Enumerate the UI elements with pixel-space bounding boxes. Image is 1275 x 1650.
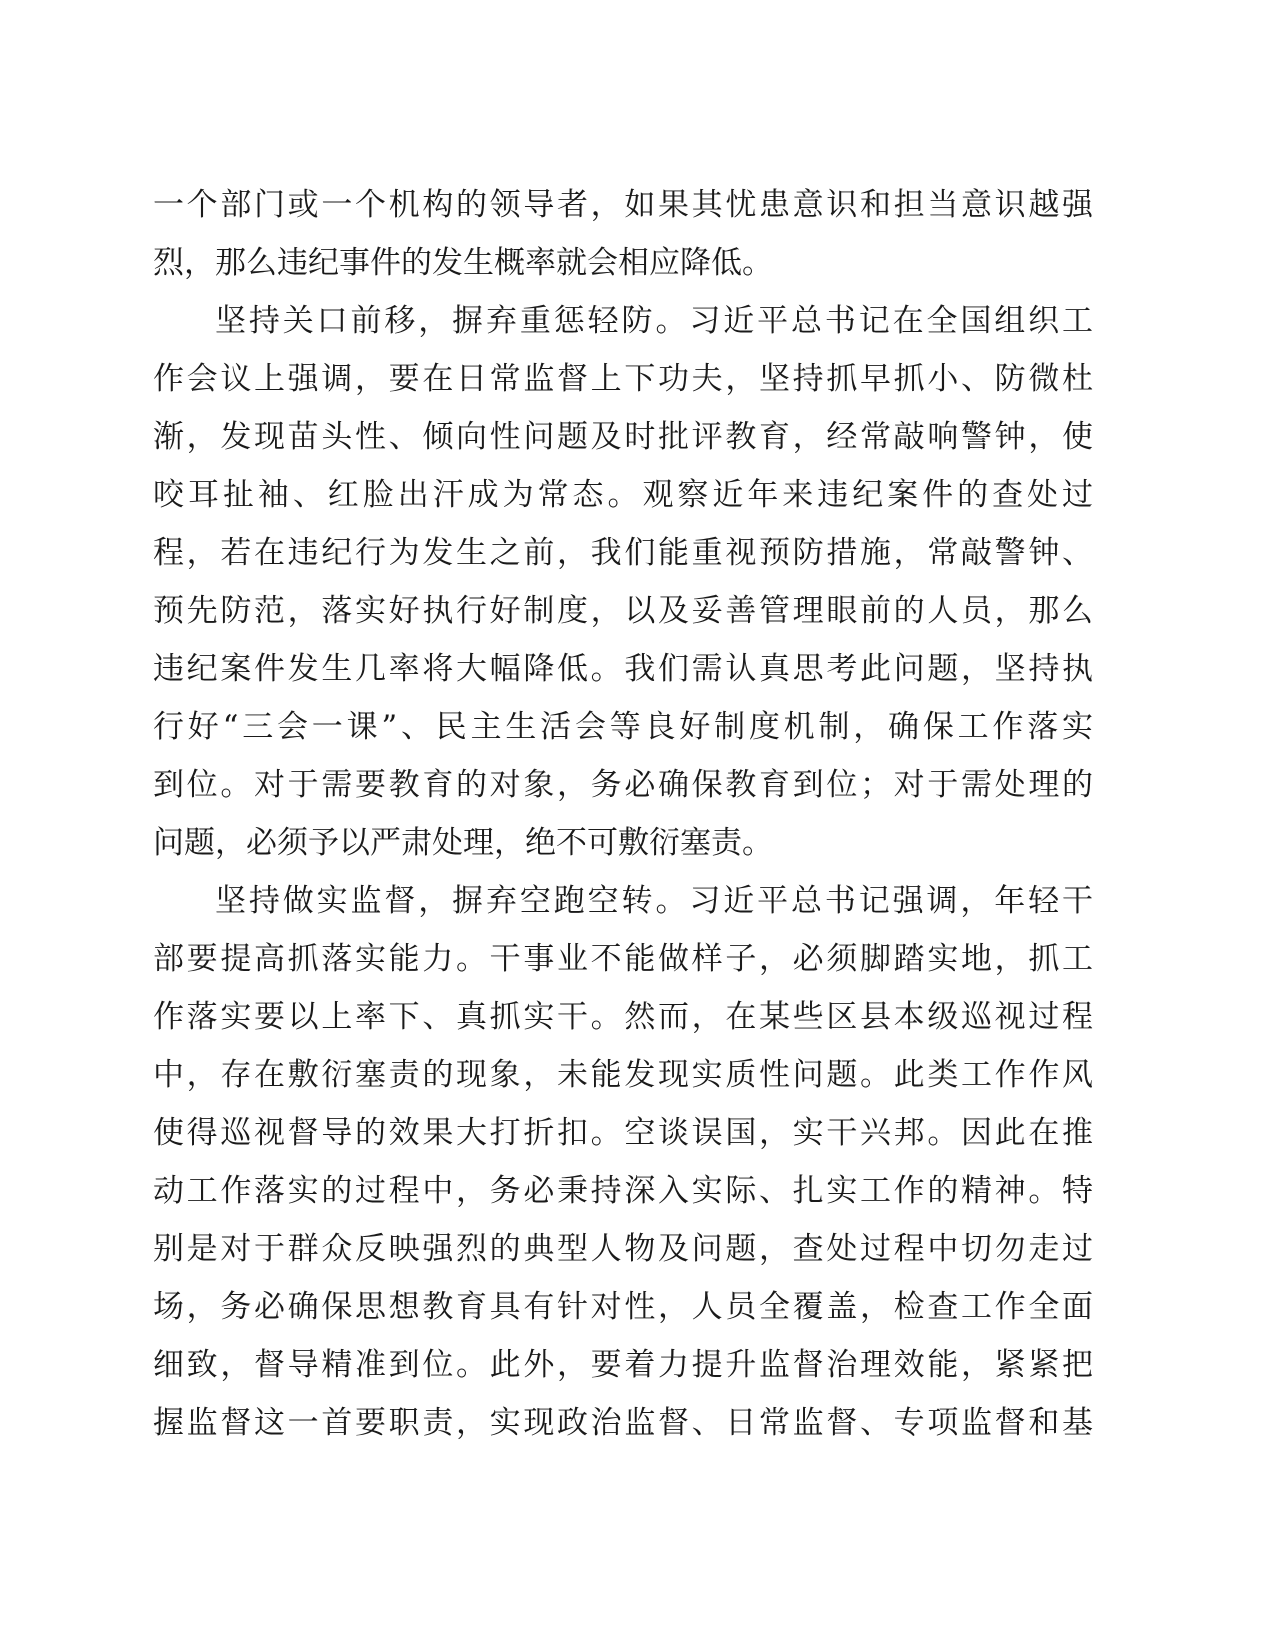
text-line: 别是对于群众反映强烈的典型人物及问题，查处过程中切勿走过: [153, 1231, 1093, 1267]
text-line: 使得巡视督导的效果大打折扣。空谈误国，实干兴邦。因此在推: [153, 1115, 1093, 1151]
body-text: [153, 176, 1093, 1452]
text-line: 烈，那么违纪事件的发生概率就会相应降低。: [153, 245, 773, 281]
paragraph-start-line: 坚持关口前移，摒弃重惩轻防。习近平总书记在全国组织工: [215, 303, 1093, 339]
text-line: 作会议上强调，要在日常监督上下功夫，坚持抓早抓小、防微杜: [153, 361, 1093, 397]
text-line: 中，存在敷衍塞责的现象，未能发现实质性问题。此类工作作风: [153, 1057, 1093, 1093]
text-line: 到位。对于需要教育的对象，务必确保教育到位；对于需处理的: [153, 767, 1093, 803]
text-line: 程，若在违纪行为发生之前，我们能重视预防措施，常敲警钟、: [153, 535, 1093, 571]
paragraph-start-line: 坚持做实监督，摒弃空跑空转。习近平总书记强调，年轻干: [215, 883, 1093, 919]
text-line: 预先防范，落实好执行好制度，以及妥善管理眼前的人员，那么: [153, 593, 1093, 629]
text-line: 动工作落实的过程中，务必秉持深入实际、扎实工作的精神。特: [153, 1173, 1093, 1209]
text-line: 作落实要以上率下、真抓实干。然而，在某些区县本级巡视过程: [153, 999, 1093, 1035]
text-line: 违纪案件发生几率将大幅降低。我们需认真思考此问题，坚持执: [153, 651, 1093, 687]
text-line: 场，务必确保思想教育具有针对性，人员全覆盖，检查工作全面: [153, 1289, 1093, 1325]
text-line: 一个部门或一个机构的领导者，如果其忧患意识和担当意识越强: [153, 187, 1093, 223]
text-line: 渐，发现苗头性、倾向性问题及时批评教育，经常敲响警钟，使: [153, 419, 1093, 455]
text-line: 握监督这一首要职责，实现政治监督、日常监督、专项监督和基: [153, 1405, 1093, 1441]
text-line: 细致，督导精准到位。此外，要着力提升监督治理效能，紧紧把: [153, 1347, 1093, 1383]
text-line: 行好“三会一课”、民主生活会等良好制度机制，确保工作落实: [153, 709, 1093, 745]
text-line: 咬耳扯袖、红脸出汗成为常态。观察近年来违纪案件的查处过: [153, 477, 1093, 513]
text-line: 部要提高抓落实能力。干事业不能做样子，必须脚踏实地，抓工: [153, 941, 1093, 977]
text-line: 问题，必须予以严肃处理，绝不可敷衍塞责。: [153, 825, 773, 861]
